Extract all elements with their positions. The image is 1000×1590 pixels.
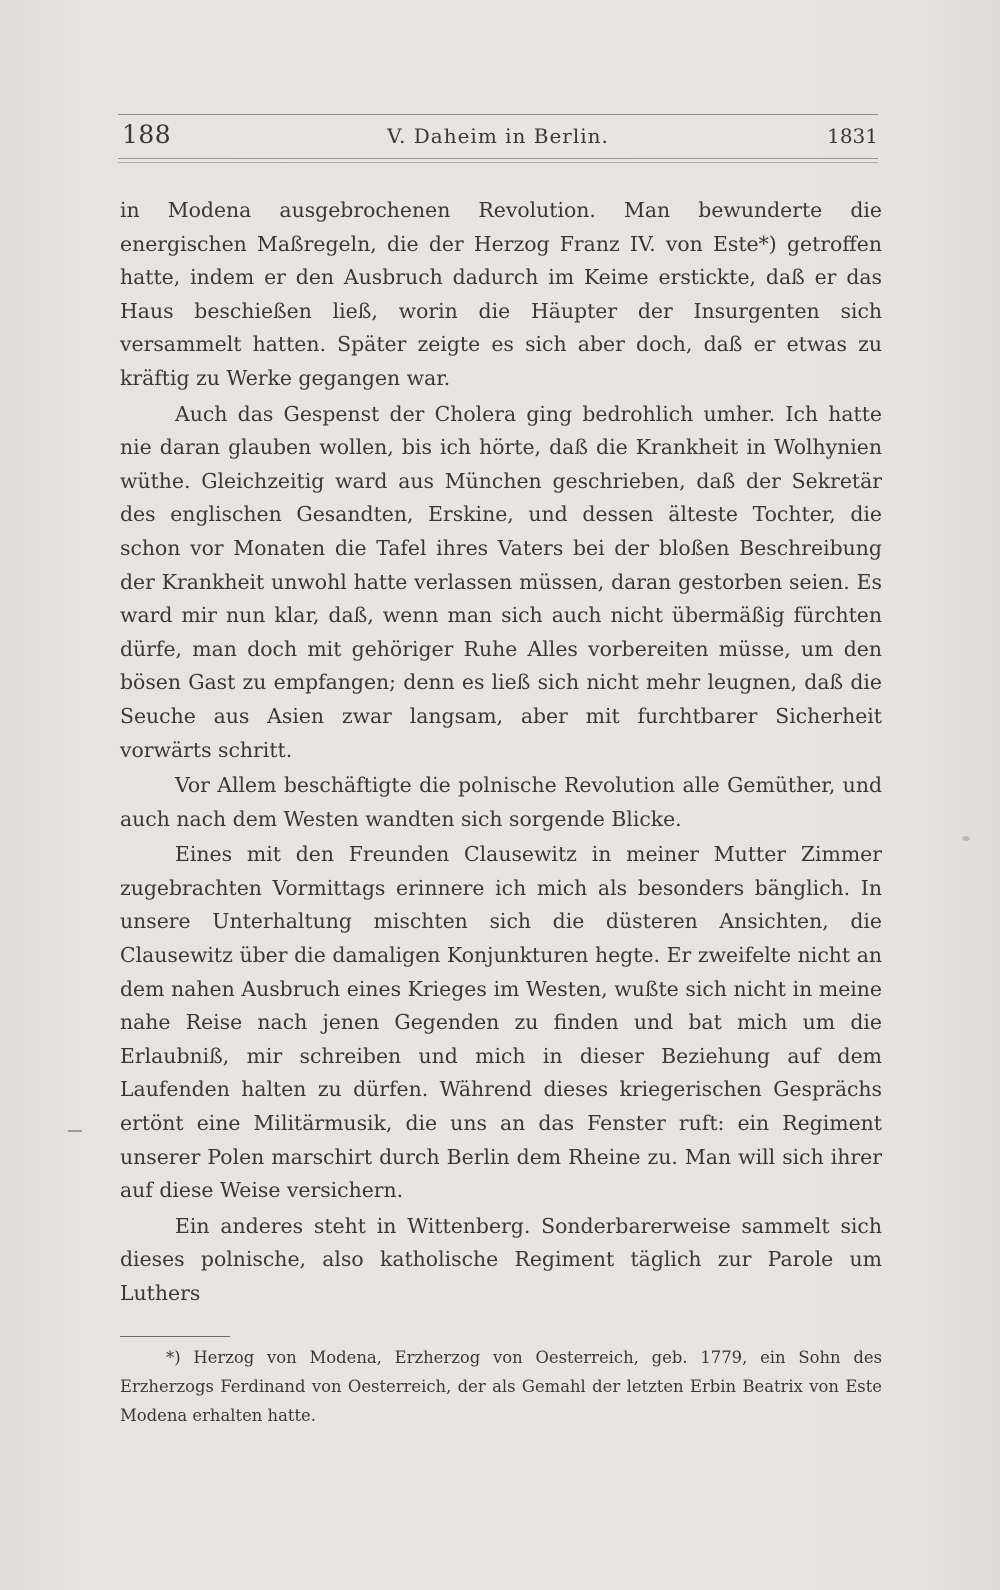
paragraph-2: Auch das Gespenst der Cholera ging bedrohlich umher. Ich hatte nie daran glauben wollen, bis ich hörte, daß die Krankheit in Wolhynien wüthe. Gleichzeitig ward aus München geschrieben, daß der Sekretär des englischen Gesandten, Erskine, und dessen älteste Tochter, die schon vor Monaten die Tafel ihres Vaters bei der bloßen Beschreibung der Krankheit unwohl hatte verlassen müssen, daran gestorben seien. Es ward mir nun klar, daß, wenn man sich auch nicht übermäßig fürchten dürfe, man doch mit gehöriger Ruhe Alles vorbereiten müsse, um den bösen Gast zu empfangen; denn es ließ sich nicht mehr leugnen, daß die Seuche aus Asien zwar langsam, aber mit furchtbarer Sicherheit vorwärts schritt. (120, 401, 882, 762)
margin-mark (68, 1130, 82, 1132)
paragraph-5: Ein anderes steht in Wittenberg. Sonderbarerweise sammelt sich dieses polnische, also katholische Regiment täglich zur Parole um Luthers (120, 1213, 882, 1305)
header-rule (118, 158, 878, 159)
top-rule (118, 114, 878, 115)
paragraph-1: in Modena ausgebrochenen Revolution. Man bewunderte die energischen Maßregeln, die der Herzog Franz IV. von Este*) getroffen hatte, indem er den Ausbruch dadurch im Keime erstickte, daß er das Haus beschießen ließ, worin die Häupter der Insurgenten sich versammelt hatten. Später zeigte es sich aber doch, daß er etwas zu kräftig zu Werke gegangen war. (120, 198, 882, 390)
footnote: *) Herzog von Modena, Erzherzog von Oesterreich, geb. 1779, ein Sohn des Erzherzogs Ferdinand von Oesterreich, der als Gemahl der letzten Erbin Beatrix von Este Modena erhalten hatte. (120, 1348, 882, 1425)
paper-smudge (962, 836, 970, 841)
year-mark: 1831 (827, 124, 878, 148)
header-rule-secondary (118, 162, 878, 163)
page-number: 188 (122, 120, 172, 149)
running-head (118, 120, 878, 156)
footnote-rule (120, 1336, 230, 1337)
body-text (120, 194, 882, 1311)
paragraph-3: Vor Allem beschäftigte die polnische Revolution alle Gemüther, und auch nach dem Westen wandten sich sorgende Blicke. (120, 773, 882, 831)
chapter-title: V. Daheim in Berlin. (387, 124, 609, 148)
paragraph-4: Eines mit den Freunden Clausewitz in meiner Mutter Zimmer zugebrachten Vormittags erinnere ich mich als besonders bänglich. In unsere Unterhaltung mischten sich die düsteren Ansichten, die Clausewitz über die damaligen Konjunkturen hegte. Er zweifelte nicht an dem nahen Ausbruch eines Krieges im Westen, wußte sich nicht in meine nahe Reise nach jenen Gegenden zu finden und bat mich um die Erlaubniß, mir schreiben und mich in dieser Beziehung auf dem Laufenden halten zu dürfen. Während dieses kriegerischen Gesprächs ertönt eine Militärmusik, die uns an das Fenster ruft: ein Regiment unserer Polen marschirt durch Berlin dem Rheine zu. Man will sich ihrer auf diese Weise versichern. (120, 842, 882, 1203)
